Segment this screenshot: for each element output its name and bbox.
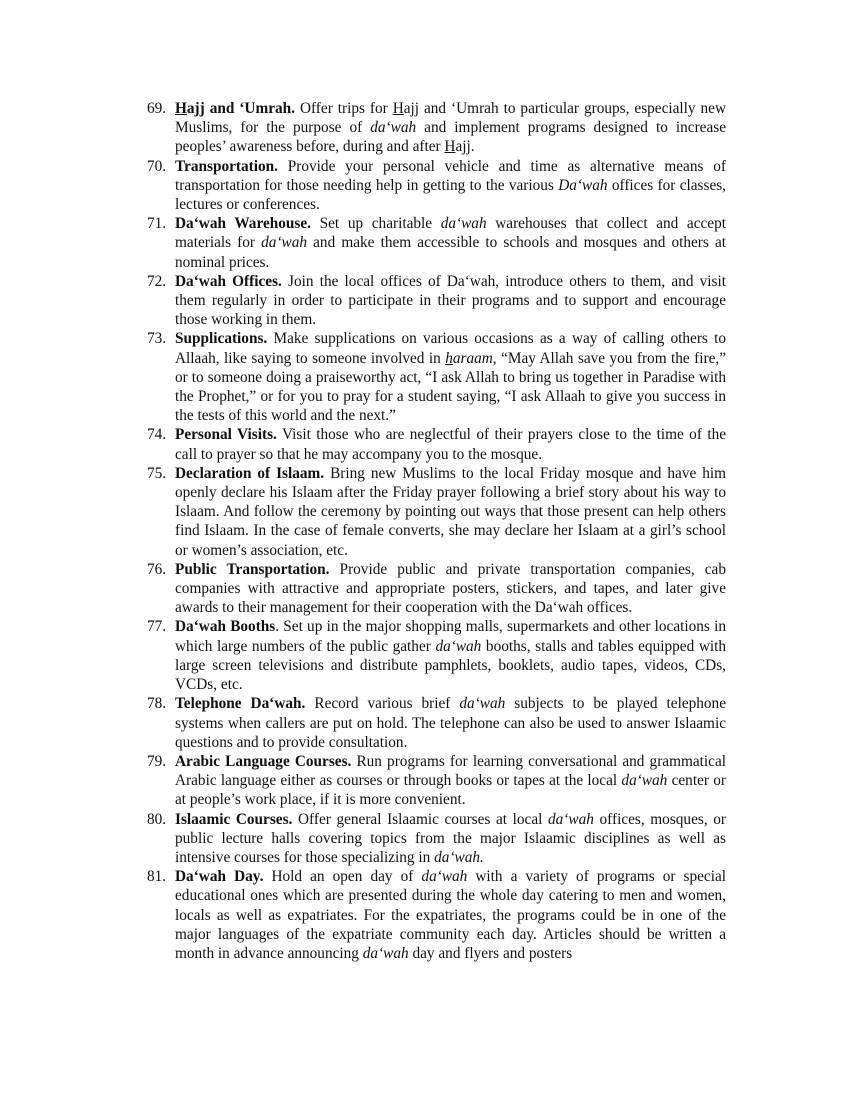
text-segment: da‘wah bbox=[621, 772, 668, 790]
text-segment: . Set up in the major shopping malls, supermarkets and other locations in which large numbers of the public gather bbox=[175, 618, 726, 655]
text-segment: Set up charitable bbox=[311, 215, 441, 233]
text-segment: Arabic Language Courses. bbox=[175, 752, 352, 770]
text-segment: warehouses that collect and accept materials for bbox=[175, 215, 726, 252]
item-text bbox=[175, 752, 726, 810]
text-segment: da‘wah. bbox=[434, 848, 484, 866]
list-item bbox=[147, 810, 726, 868]
text-segment: Make supplications on various occasions as a way of calling others to Allaah, like saying to someone involved in bbox=[175, 330, 726, 367]
text-segment: Provide public and private transportation companies, cab companies with attractive and appropriate posters, stickers, and tapes, and later give awards to their management for their cooperation with the Da‘wah offices. bbox=[175, 560, 726, 617]
text-segment: “May Allah save you from the fire,” or to someone doing a praiseworthy act, “I ask Allah to bring us together in Paradise with the Prophet,” or for you to pray for a student saying, “I ask Allaah to give you success in the tests of this world and the next.” bbox=[175, 349, 726, 425]
text-segment: da‘wah bbox=[421, 868, 468, 886]
text-segment: H bbox=[444, 138, 456, 156]
item-text bbox=[175, 425, 726, 463]
item-text bbox=[175, 810, 726, 868]
list-item bbox=[147, 617, 726, 694]
item-number: 81. bbox=[147, 868, 167, 886]
list-item bbox=[147, 329, 726, 425]
text-segment: Join the local offices of Da‘wah, introduce others to them, and visit them regularly in order to participate in their programs and to support and encourage those working in them. bbox=[175, 272, 726, 329]
list-item bbox=[147, 867, 726, 963]
text-segment: Supplications. bbox=[175, 330, 268, 348]
item-text bbox=[175, 694, 726, 752]
item-text bbox=[175, 99, 726, 157]
list-item bbox=[147, 694, 726, 752]
item-text bbox=[175, 272, 726, 330]
text-segment: Da‘wah bbox=[558, 176, 608, 194]
text-segment: Public Transportation. bbox=[175, 560, 330, 578]
item-number: 76. bbox=[147, 560, 167, 578]
item-text bbox=[175, 617, 726, 694]
text-segment: Telephone Da‘wah. bbox=[175, 695, 306, 713]
text-segment: ajj and ‘Umrah to particular groups, especially new Muslims, for the purpose of bbox=[175, 100, 727, 137]
list-item bbox=[147, 752, 726, 810]
text-segment: Run programs for learning conversational and grammatical Arabic language either as courses or through books or tapes at the local bbox=[175, 752, 726, 790]
item-number: 69. bbox=[147, 100, 167, 117]
text-segment: ajj and ‘Umrah. bbox=[186, 100, 295, 117]
text-segment: da‘wah bbox=[548, 810, 594, 828]
item-number: 75. bbox=[147, 464, 167, 482]
list-item bbox=[147, 99, 726, 157]
text-segment: Islaamic Courses. bbox=[175, 810, 293, 828]
text-segment: Personal Visits. bbox=[175, 426, 277, 444]
list-item bbox=[147, 464, 726, 560]
text-segment: Da‘wah Day. bbox=[175, 868, 264, 886]
text-segment: Da‘wah Warehouse. bbox=[175, 215, 311, 233]
text-segment: Visit those who are neglectful of their prayers close to the time of the call to prayer so that he may accompany you to the mosque. bbox=[175, 426, 727, 463]
text-segment: H bbox=[392, 100, 404, 117]
list-item bbox=[147, 214, 726, 272]
text-segment: Da‘wah Offices. bbox=[175, 272, 282, 290]
item-number: 70. bbox=[147, 157, 167, 175]
document-page bbox=[147, 99, 726, 963]
item-number: 72. bbox=[147, 272, 167, 290]
item-number: 78. bbox=[147, 695, 167, 713]
text-segment: da‘wah bbox=[261, 234, 308, 252]
text-segment: Hold an open day of bbox=[263, 868, 422, 886]
item-text bbox=[175, 464, 726, 560]
text-segment: offices for classes, lectures or conferences. bbox=[175, 176, 727, 214]
text-segment: H bbox=[175, 100, 187, 117]
text-segment: Transportation. bbox=[175, 157, 278, 175]
text-segment: Record various brief bbox=[305, 695, 460, 713]
text-segment: Provide your personal vehicle and time as alternative means of transportation for those needing help in getting to the various bbox=[175, 157, 726, 194]
text-segment: araam, bbox=[452, 349, 497, 367]
list-item bbox=[147, 157, 726, 215]
list-item bbox=[147, 272, 726, 330]
item-text bbox=[175, 867, 726, 963]
text-segment: da‘wah bbox=[459, 695, 506, 713]
text-segment: da‘wah bbox=[362, 944, 409, 962]
text-segment: Declaration of Islaam. bbox=[175, 464, 325, 482]
text-segment: da‘wah bbox=[440, 215, 487, 233]
text-segment: Da‘wah Booths bbox=[175, 618, 276, 636]
text-segment: day and flyers and posters bbox=[408, 944, 573, 962]
text-segment: offices, mosques, or public lecture halls covering topics from the major Islaamic disciplines as well as intensive courses for those specializing in bbox=[175, 810, 727, 866]
item-number: 77. bbox=[147, 618, 167, 636]
item-text bbox=[175, 214, 726, 272]
item-number: 74. bbox=[147, 426, 167, 444]
item-number: 79. bbox=[147, 752, 167, 770]
item-text bbox=[175, 329, 726, 425]
text-segment: h bbox=[445, 349, 453, 367]
list-item bbox=[147, 560, 726, 618]
text-segment: da‘wah bbox=[370, 119, 417, 137]
text-segment: Offer general Islaamic courses at local bbox=[292, 810, 548, 828]
text-segment: ajj. bbox=[455, 138, 475, 156]
text-segment: da‘wah bbox=[435, 637, 482, 655]
item-number: 73. bbox=[147, 330, 167, 348]
text-segment: subjects to be played telephone systems when callers are put on hold. The telephone can also be used to answer Islaamic questions and to provide consultation. bbox=[175, 695, 726, 751]
text-segment: Bring new Muslims to the local Friday mosque and have him openly declare his Islaam after the Friday prayer following a brief story about his way to Islaam. And follow the ceremony by pointing out ways that those present can help others find Islaam. In the case of female converts, she may declare her Islaam at a girl’s school or women’s association, etc. bbox=[175, 464, 727, 559]
text-segment: and make them accessible to schools and mosques and others at nominal prices. bbox=[175, 234, 726, 271]
text-segment: Offer trips for bbox=[294, 100, 393, 117]
text-segment: booths, stalls and tables equipped with large screen televisions and distribute pamphlets, booklets, audio tapes, videos, CDs, VCDs, etc. bbox=[175, 637, 727, 694]
item-number: 71. bbox=[147, 215, 167, 233]
item-text bbox=[175, 157, 726, 215]
text-segment: center or at people’s work place, if it is more convenient. bbox=[175, 772, 726, 809]
item-text bbox=[175, 560, 726, 618]
item-number: 80. bbox=[147, 810, 167, 828]
list-item bbox=[147, 425, 726, 463]
text-segment: with a variety of programs or special educational ones which are presented during the whole day catering to men and women, locals as well as expatriates. For the expatriates, the programs could be in one of the major languages of the expatriate community each day. Articles should be written a month in advance announcing bbox=[175, 868, 726, 962]
text-segment: and implement programs designed to increase peoples’ awareness before, during and after bbox=[175, 119, 726, 156]
